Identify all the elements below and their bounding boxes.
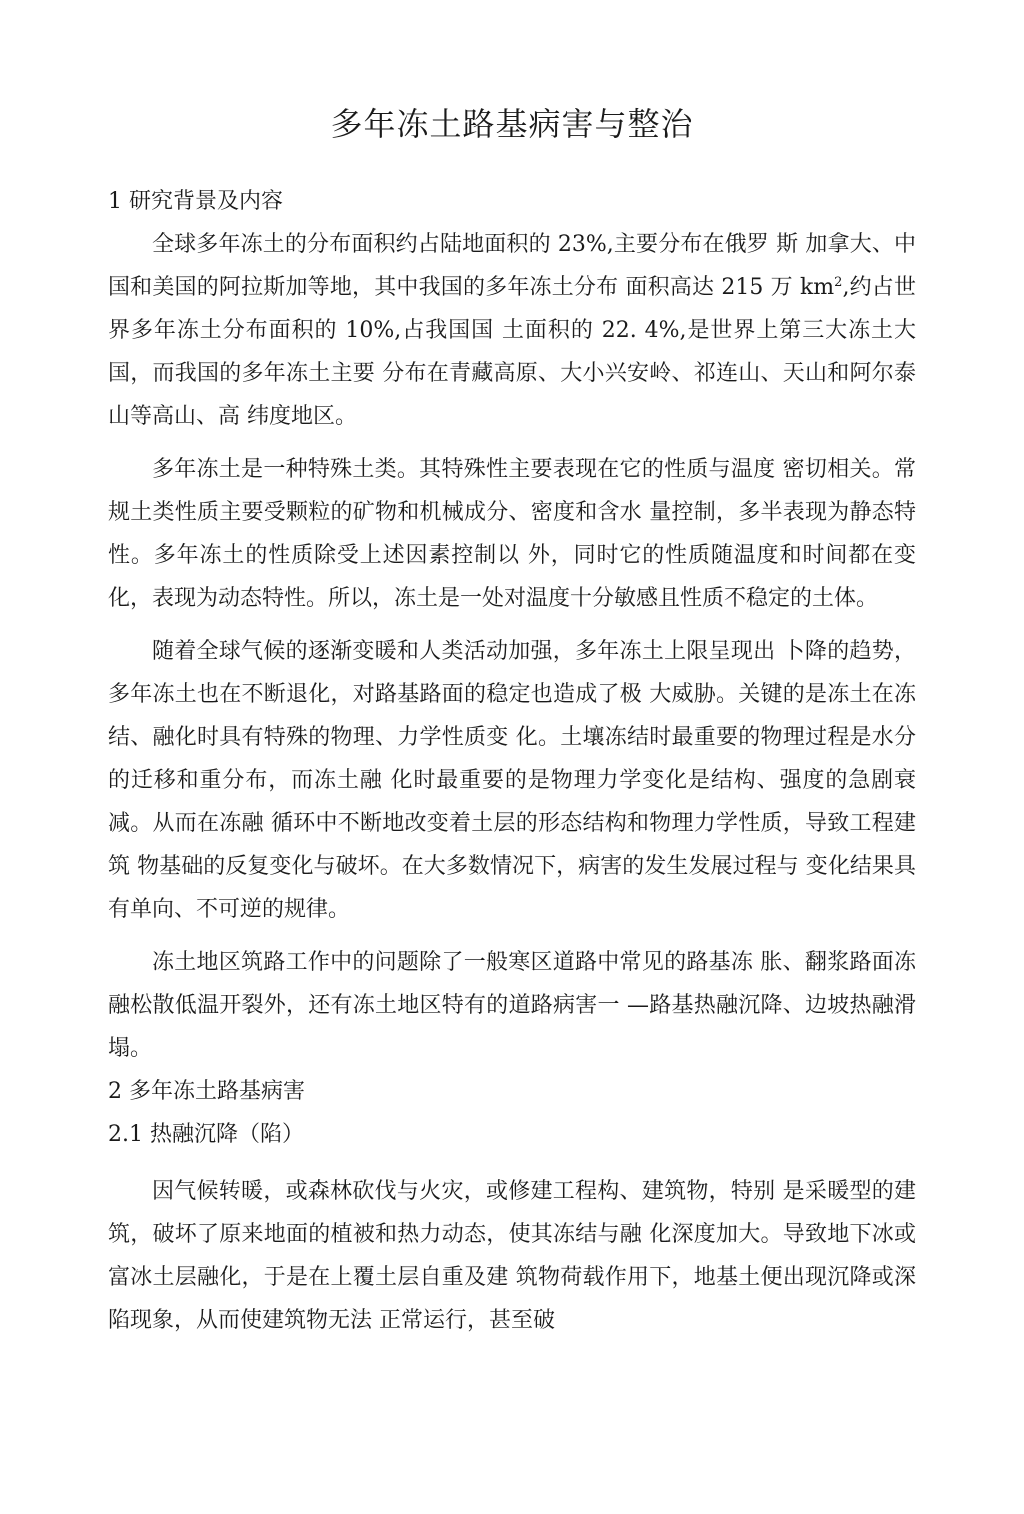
- document-body: [108, 180, 916, 1342]
- paragraph-1: [108, 223, 916, 438]
- paragraph-1-superscript: 2: [834, 275, 843, 290]
- section-1-heading: 1 研究背景及内容: [108, 189, 283, 214]
- paragraph-2: 多年冻土是一种特殊土类。其特殊性主要表现在它的性质与温度 密切相关。常规土类性质主要受颗粒的矿物和机械成分、密度和含水 量控制，多半表现为静态特性。多年冻土的性质除受上述因素控制以 外，同时它的性质随温度和时间都在变化，表现为动态特性。所以，冻土是一处对温度十分敏感且性质不稳定的土体。: [108, 457, 916, 611]
- paragraph-5: 因气候转暖，或森林砍伐与火灾，或修建工程构、建筑物，特别 是采暖型的建筑，破坏了原来地面的植被和热力动态，使其冻结与融 化深度加大。导致地下冰或富冰土层融化，于是在上覆土层自重及建 筑物荷载作用下，地基土便出现沉降或深陷现象，从而使建筑物无法 正常运行，甚至破: [108, 1179, 916, 1333]
- section-2-heading: 2 多年冻土路基病害: [108, 1079, 305, 1104]
- section-2-1-heading: 2.1 热融沉降（陷）: [108, 1122, 304, 1147]
- document-title: 多年冻土路基病害与整治: [330, 105, 694, 143]
- paragraph-1-text-a: 全球多年冻土的分布面积约占陆地面积的 23%,主要分布在俄罗 斯 加拿大、中国和美国的阿拉斯加等地，其中我国的多年冻土分布 面积高达 215 万 km: [108, 232, 916, 300]
- paragraph-1-text-b: ,约占世界多年冻土分布面积的 10%,占我国国 土面积的 22. 4%,是世界上第三大冻土大国，而我国的多年冻土主要 分布在青藏高原、大小兴安岭、祁连山、天山和阿尔泰山等高山、高 纬度地区。: [108, 275, 916, 429]
- paragraph-3: 随着全球气候的逐渐变暖和人类活动加强，多年冻土上限呈现出 卜降的趋势，多年冻土也在不断退化，对路基路面的稳定也造成了极 大威胁。关键的是冻土在冻结、融化时具有特殊的物理、力学性质变 化。土壤冻结时最重要的物理过程是水分的迁移和重分布，而冻土融 化时最重要的是物理力学变化是结构、强度的急剧衰减。从而在冻融 循环中不断地改变着土层的形态结构和物理力学性质，导致工程建筑 物基础的反复变化与破坏。在大多数情况下，病害的发生发展过程与 变化结果具有单向、不可逆的规律。: [108, 639, 916, 922]
- paragraph-4: 冻土地区筑路工作中的问题除了一般寒区道路中常见的路基冻 胀、翻浆路面冻融松散低温开裂外，还有冻土地区特有的道路病害一 —路基热融沉降、边坡热融滑塌。: [108, 950, 916, 1061]
